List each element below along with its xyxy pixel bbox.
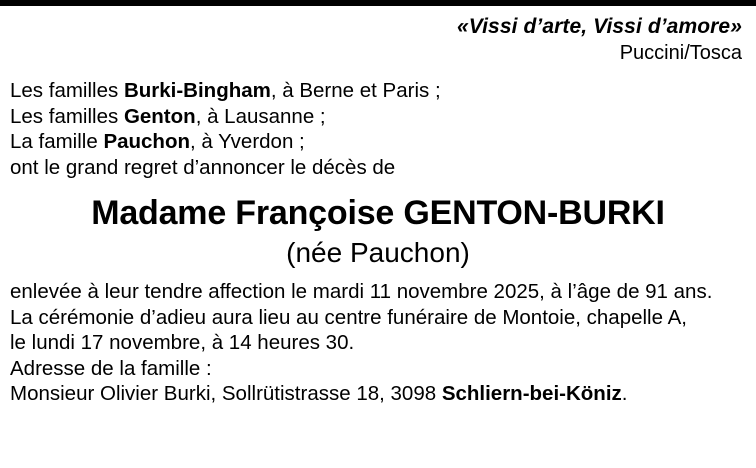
family-suffix-1: , à Berne et Paris ; [270,79,441,102]
family-prefix-3: La famille [10,130,104,153]
announcement-line: ont le grand regret d’annoncer le décès de [10,155,396,179]
details-block [8,279,748,407]
family-name-2: Genton [123,104,196,128]
family-line-2 [10,104,748,130]
detail-line-address-label: Adresse de la famille : [10,356,212,380]
top-divider [0,0,756,6]
family-suffix-2: , à Lausanne ; [195,104,326,128]
deceased-name: Madame Françoise GENTON-BURKI [91,194,665,232]
detail-line-death: enlevée à leur tendre affection le mardi 11 novembre 2025, à l’âge de 91 ans. [10,280,713,303]
detail-line-ceremony: La cérémonie d’adieu aura lieu au centre funéraire de Montoie, chapelle A, [10,305,687,329]
family-name-1: Burki-Bingham [123,79,271,102]
family-line-3 [10,129,748,155]
family-line-1 [10,78,748,104]
detail-line-address [10,381,748,407]
family-prefix-1: Les familles [10,79,124,102]
family-suffix-3: , à Yverdon ; [190,130,305,153]
epigraph [8,0,748,66]
address-prefix: Monsieur Olivier Burki, Sollrütistrasse 18, 3098 [10,382,442,405]
address-place: Schliern-bei-Köniz [441,382,622,405]
detail-line-time: le lundi 17 novembre, à 14 heures 30. [10,331,355,354]
deceased-block [8,192,748,271]
address-suffix: . [621,382,628,405]
epigraph-source: Puccini/Tosca [619,42,742,64]
family-prefix-2: Les familles [10,104,124,128]
epigraph-quote: «Vissi d’arte, Vissi d’amore» [457,15,742,38]
family-name-3: Pauchon [103,130,191,153]
families-list [8,78,748,180]
maiden-name: (née Pauchon) [286,237,470,268]
